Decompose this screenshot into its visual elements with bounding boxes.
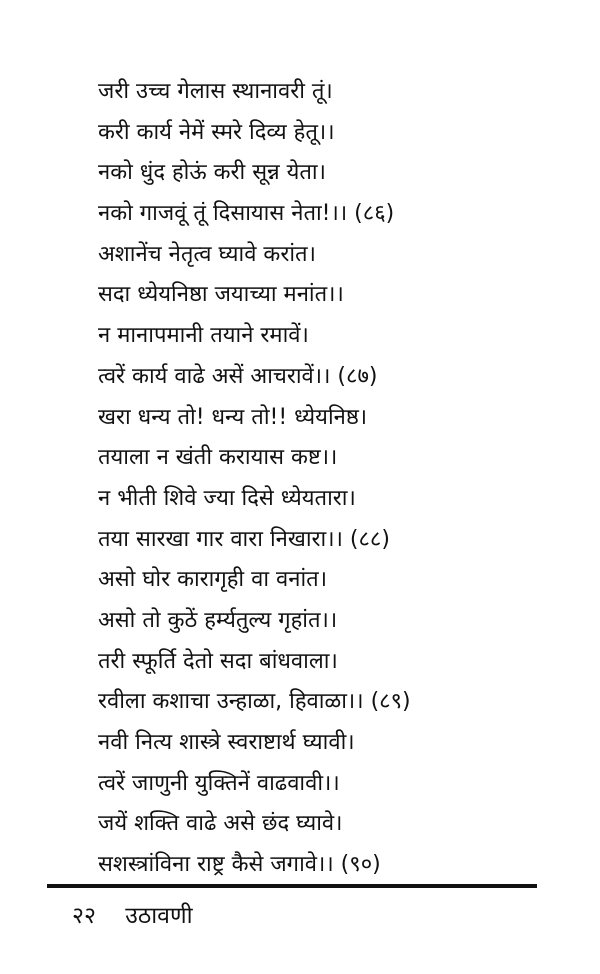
verse-line: असो घोर कारागृही वा वनांत।: [98, 567, 328, 593]
verse-line: तरी स्फूर्ति देतो सदा बांधवाला।: [98, 648, 338, 674]
verse-line: नको धुंद होऊं करी सून्न येता।: [98, 160, 326, 186]
running-title: उठावणी: [125, 903, 193, 929]
verse-line: खरा धन्य तो! धन्य तो!! ध्येयनिष्ठ।: [98, 404, 368, 430]
verse-line: नवी नित्य शास्त्रे स्वराष्टार्थ घ्यावी।: [98, 730, 355, 755]
verse-line: अशानेंच नेतृत्व घ्यावे करांत।: [98, 241, 316, 267]
verse-line: त्वरें कार्य वाढे असें आचरावें।। (८७): [98, 363, 378, 389]
verse-line: जयें शक्ति वाढे असे छंद घ्यावे।: [98, 811, 343, 837]
verse-line: जरी उच्च गेलास स्थानावरी तूं।: [98, 79, 333, 104]
page-number: २२: [72, 903, 96, 929]
verse-line: न मानापमानी तयाने रमावें।: [98, 323, 309, 349]
verse-line: तयाला न खंती करायास कष्ट।।: [98, 445, 338, 471]
page-footer: [72, 896, 193, 936]
verse-line: नको गाजवूं तूं दिसायास नेता!।। (८६): [98, 201, 395, 227]
verse-line: करी कार्य नेमें स्मरे दिव्य हेतू।।: [98, 119, 335, 145]
verse-line: असो तो कुठें हर्म्यतुल्य गृहांत।।: [98, 607, 338, 633]
verse-line: सशस्त्रांविना राष्ट्र कैसे जगावे।। (९०): [98, 852, 381, 878]
verse-line: तया सारखा गार वारा निखारा।। (८८): [98, 526, 390, 552]
footer-rule: [47, 884, 537, 888]
verse-block: [98, 72, 568, 886]
verse-line: न भीती शिवे ज्या दिसे ध्येयतारा।: [98, 485, 356, 511]
verse-line: त्वरें जाणुनी युक्तिनें वाढवावी।।: [98, 770, 340, 796]
verse-line: सदा ध्येयनिष्ठा जयाच्या मनांत।।: [98, 282, 344, 308]
verse-line: रवीला कशाचा उन्हाळा, हिवाळा।। (८९): [98, 689, 411, 715]
